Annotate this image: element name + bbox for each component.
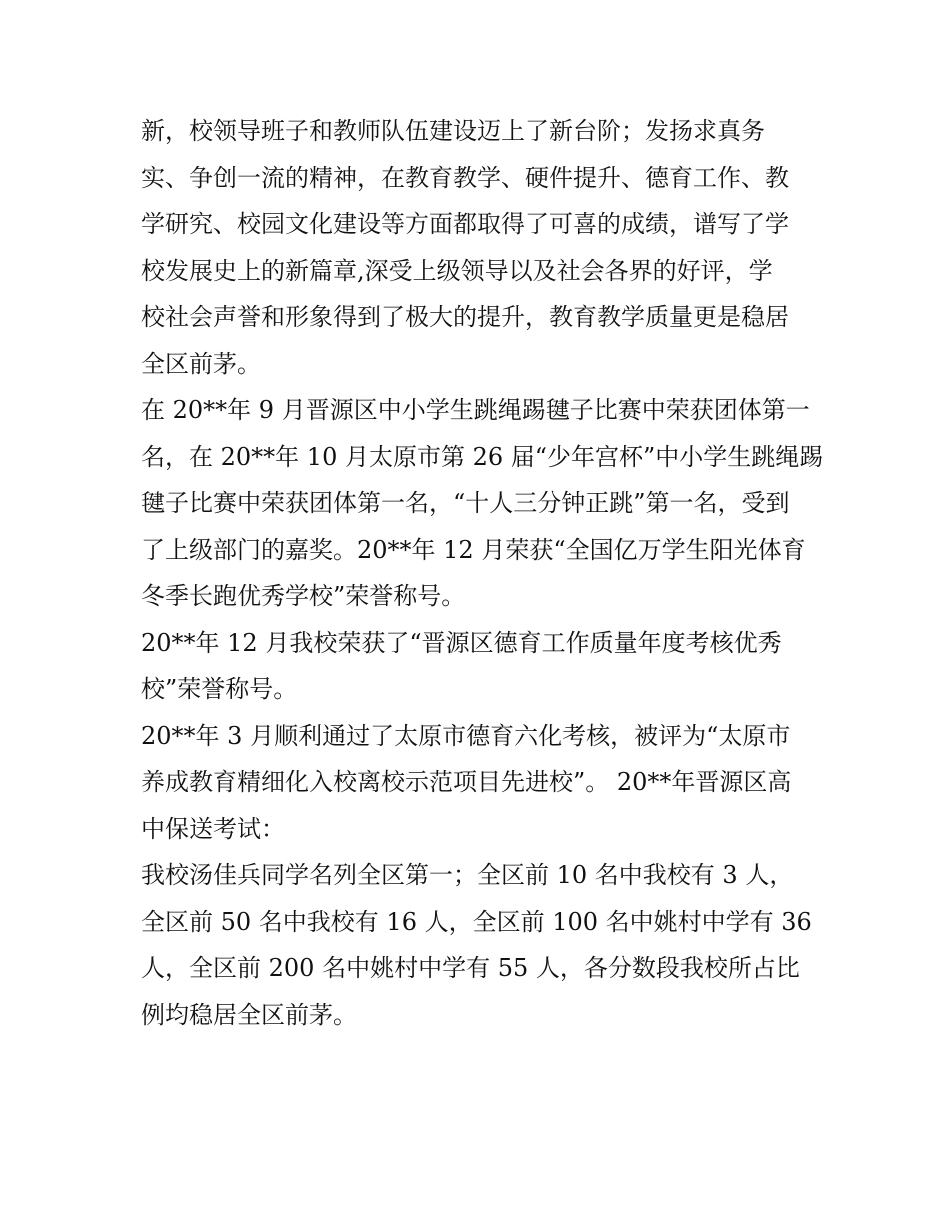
text-line: 20**年 12 月我校荣获了“晋源区德育工作质量年度考核优秀: [141, 628, 782, 657]
text-line: 学研究、校园文化建设等方面都取得了可喜的成绩，谱写了学: [141, 210, 789, 238]
text-line: 全区前 50 名中我校有 16 人，全区前 100 名中姚村中学有 36: [141, 907, 812, 936]
text-line: 例均稳居全区前茅。: [141, 1000, 357, 1029]
text-line: 校发展史上的新篇章,深受上级领导以及社会各界的好评，学: [141, 256, 773, 285]
text-line: 中保送考试：: [141, 814, 285, 843]
body-text: [141, 108, 824, 1038]
text-line: 校社会声誉和形象得到了极大的提升，教育教学质量更是稳居: [141, 303, 789, 331]
text-line: 全区前茅。: [141, 349, 261, 378]
text-line: 人，全区前 200 名中姚村中学有 55 人，各分数段我校所占比: [141, 954, 800, 982]
text-line: 实、争创一流的精神，在教育教学、硬件提升、德育工作、教: [141, 163, 789, 192]
text-line: 20**年 3 月顺利通过了太原市德育六化考核，被评为“太原市: [141, 721, 791, 750]
text-line: 在 20**年 9 月晋源区中小学生跳绳踢毽子比赛中荣获团体第一: [141, 396, 810, 424]
text-line: 了上级部门的嘉奖。20**年 12 月荣获“全国亿万学生阳光体育: [141, 535, 806, 564]
text-line: 新，校领导班子和教师队伍建设迈上了新台阶；发扬求真务: [141, 117, 765, 145]
text-line: 我校汤佳兵同学名列全区第一；全区前 10 名中我校有 3 人，: [141, 861, 794, 889]
text-line: 名，在 20**年 10 月太原市第 26 届“少年宫杯”中小学生跳绳踢: [141, 442, 824, 471]
text-line: 毽子比赛中荣获团体第一名，“十人三分钟正跳”第一名，受到: [141, 489, 790, 517]
text-line: 养成教育精细化入校离校示范项目先进校”。 20**年晋源区高: [141, 768, 792, 796]
text-line: 冬季长跑优秀学校”荣誉称号。: [141, 582, 466, 610]
text-line: 校”荣誉称号。: [141, 675, 298, 703]
